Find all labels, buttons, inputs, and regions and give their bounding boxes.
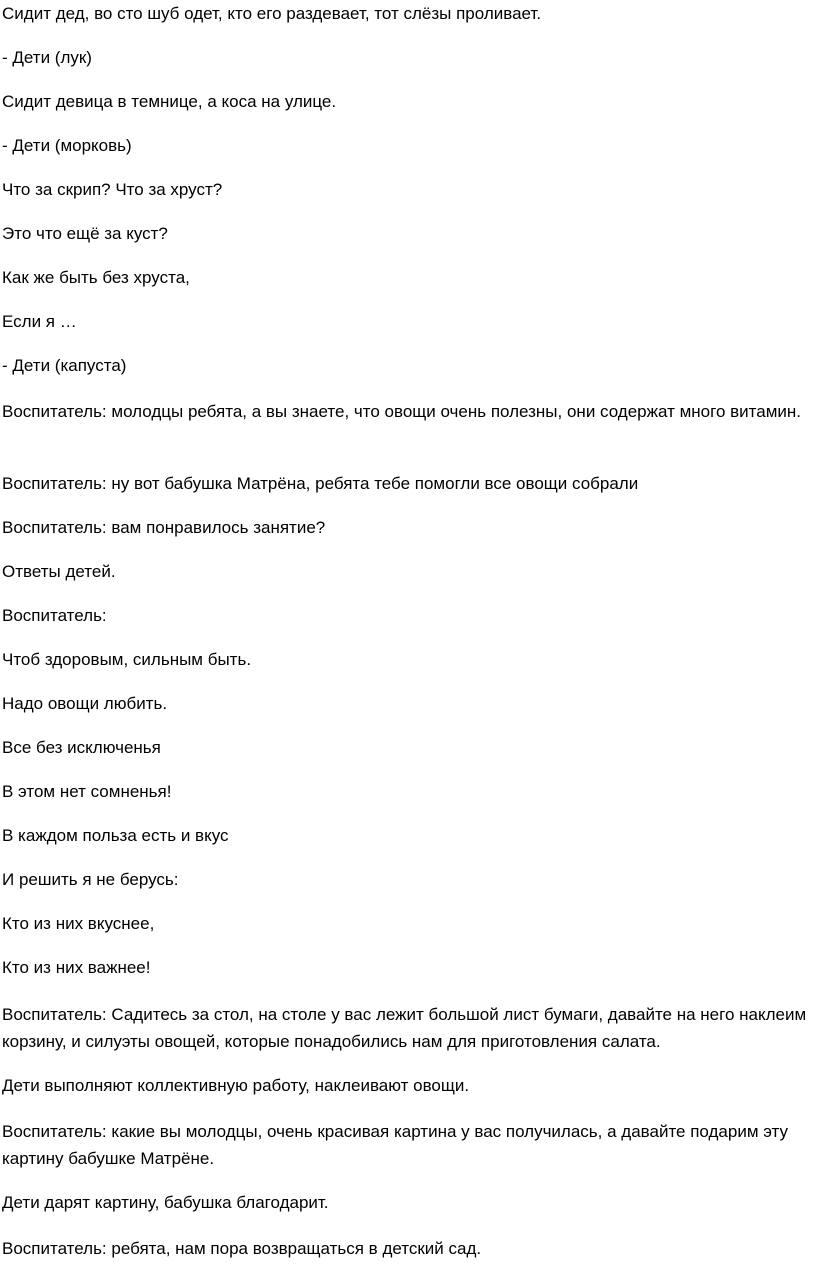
riddle-cabbage-line-4: Если я … [2,312,77,331]
answer-carrot: - Дети (морковь) [2,136,132,155]
riddle-cabbage-line-3: Как же быть без хруста, [2,268,190,287]
riddle-carrot: Сидит девица в темнице, а коса на улице. [2,92,337,111]
poem-line-2: Надо овощи любить. [2,694,168,713]
poem-line-1: Чтоб здоровым, сильным быть. [2,650,252,669]
children-give-picture: Дети дарят картину, бабушка благодарит. [2,1193,329,1212]
teacher-return-kindergarten: Воспитатель: ребята, нам пора возвращаться в детский сад. [2,1239,482,1258]
poem-line-4: В этом нет сомненья! [2,782,172,801]
riddle-cabbage-line-1: Что за скрип? Что за хруст? [2,180,223,199]
riddle-onion: Сидит дед, во сто шуб одет, кто его раздевает, тот слёзы проливает. [2,4,542,23]
children-answers: Ответы детей. [2,562,116,581]
poem-line-7: Кто из них вкуснее, [2,914,155,933]
teacher-grandma-matryona: Воспитатель: ну вот бабушка Матрёна, ребята тебе помогли все овощи собрали [2,474,639,493]
children-collective-work: Дети выполняют коллективную работу, наклеивают овощи. [2,1076,470,1095]
poem-line-3: Все без исключенья [2,738,161,757]
answer-cabbage: - Дети (капуста) [2,356,127,375]
teacher-gift-picture: Воспитатель: какие вы молодцы, очень красивая картина у вас получилась, а давайте подарим эту картину бабушке Матрёне. [2,1122,789,1168]
poem-line-5: В каждом польза есть и вкус [2,826,229,845]
teacher-vegetables-useful: Воспитатель: молодцы ребята, а вы знаете, что овощи очень полезны, они содержат много витамин. [2,402,802,421]
riddle-cabbage-line-2: Это что ещё за куст? [2,224,168,243]
poem-line-8: Кто из них важнее! [2,958,151,977]
poem-line-6: И решить я не берусь: [2,870,179,889]
answer-onion: - Дети (лук) [2,48,92,67]
teacher-collage-instructions: Воспитатель: Садитесь за стол, на столе у вас лежит большой лист бумаги, давайте на него наклеим корзину, и силуэты овощей, которые понадобились нам для приготовления салата. [2,1005,807,1051]
teacher-label: Воспитатель: [2,606,107,625]
teacher-question: Воспитатель: вам понравилось занятие? [2,518,326,537]
